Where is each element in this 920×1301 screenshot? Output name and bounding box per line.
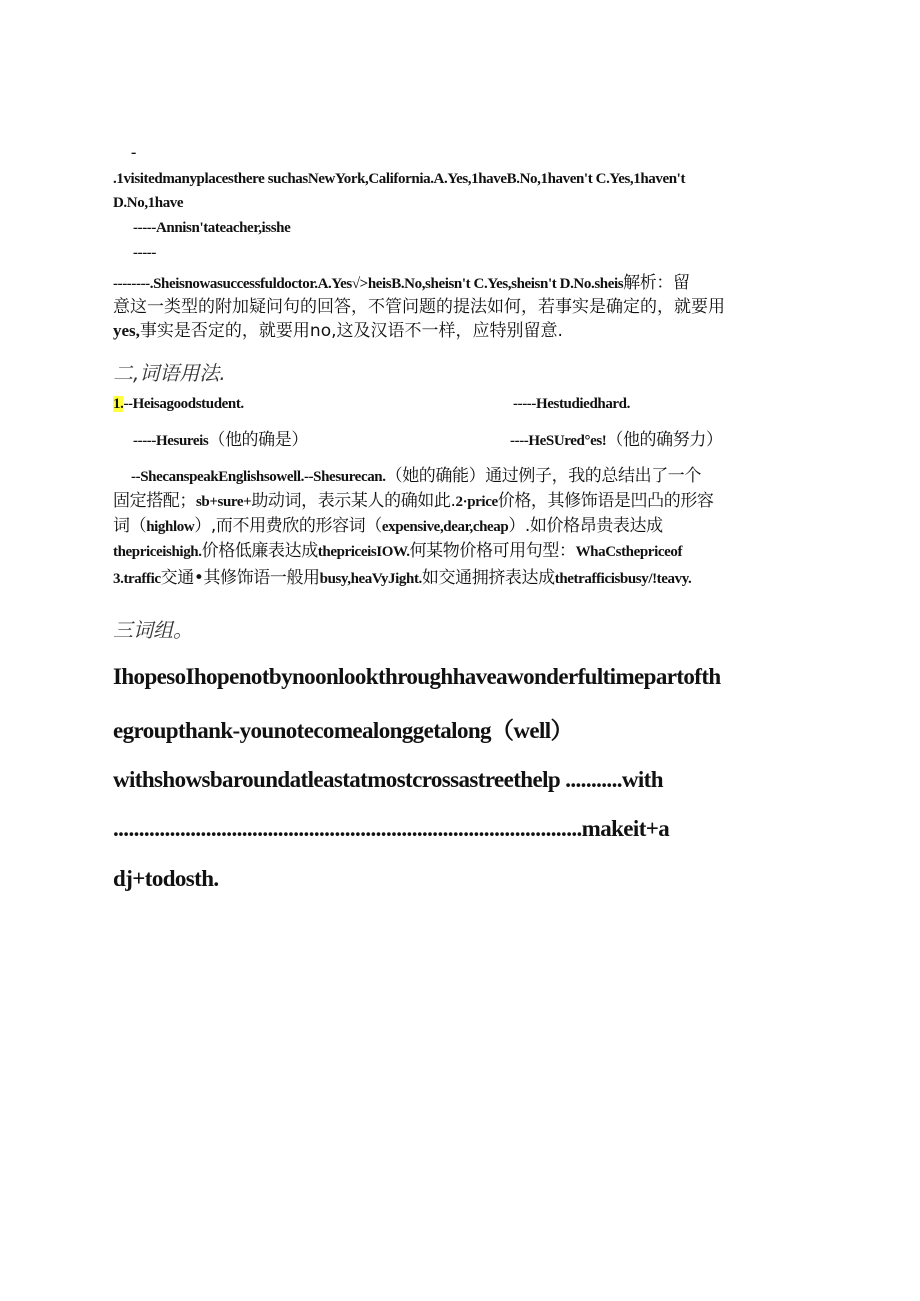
usage-paragraph-line-2 bbox=[113, 486, 714, 511]
usage-text-segment: thetrafficisbusy/!teavy. bbox=[554, 571, 692, 587]
usage-text-segment: thepriceishigh. bbox=[113, 544, 202, 560]
usage-text-segment: 交通•其修饰语一般用 bbox=[160, 568, 320, 588]
usage-text-segment: ）.如价格昂贵表达成 bbox=[508, 516, 663, 536]
usage-example-2b bbox=[510, 425, 723, 450]
usage-example-1b: -----Hestudiedhard. bbox=[513, 396, 630, 412]
usage-text-segment: 如交通拥挤表达成 bbox=[421, 568, 555, 588]
phrase-line-1: IhopesoIhopenotbynoonlookthroughhaveawonderfultimepartofth bbox=[113, 664, 721, 689]
usage-text-segment: 价格，其修饰语是凹凸的形容 bbox=[497, 491, 714, 511]
usage-text-segment: expensive,dear,cheap bbox=[381, 519, 509, 535]
usage-text-segment: 3.traffic bbox=[113, 571, 161, 587]
phrase-line-3: withshowsbaroundatleastatmostcrossastreethelp ...........with bbox=[113, 767, 663, 792]
usage-example-2b-text: ----HeSUred°es! bbox=[510, 433, 607, 449]
usage-text-segment: WhaCsthepriceof bbox=[575, 544, 683, 560]
usage-text-segment: sb+sure+ bbox=[196, 494, 252, 510]
top-dash: - bbox=[131, 144, 137, 161]
analysis-line-2: 意这一类型的附加疑问句的回答，不管问题的提法如何，若事实是确定的，就要用 bbox=[113, 297, 725, 317]
analysis-line-3-text: 事实是否定的，就要用no,这及汉语不一样，应特别留意. bbox=[139, 321, 563, 341]
usage-text-segment: 价格低廉表达成 bbox=[201, 541, 318, 561]
usage-text-segment: ）,而不用费欣的形容词（ bbox=[194, 516, 382, 536]
section-2-heading: 二,词语用法. bbox=[113, 361, 226, 385]
phrase-line-5: dj+todosth. bbox=[113, 866, 219, 891]
usage-text-segment: 2·price bbox=[455, 494, 498, 510]
usage-example-2a-gloss: （他的确是） bbox=[208, 430, 308, 450]
section-3-heading: 三词组。 bbox=[113, 618, 193, 642]
usage-text-segment: thepriceisIOW. bbox=[317, 544, 410, 560]
phrase-line-4: ...........................................................................................makeit+a bbox=[113, 816, 670, 841]
usage-paragraph-en: --ShecanspeakEnglishsowell.--Shesurecan. bbox=[131, 469, 386, 485]
usage-text-segment: highlow bbox=[146, 519, 195, 535]
usage-text-segment: 词（ bbox=[113, 516, 147, 536]
usage-text-segment: 何某物价格可用句型： bbox=[409, 541, 576, 561]
question-1-line-2: D.No,1have bbox=[113, 195, 184, 211]
highlighted-number: 1. bbox=[113, 396, 124, 412]
question-3-line-1 bbox=[113, 268, 690, 293]
question-1-line-1: .1visitedmanyplacesthere suchasNewYork,California.A.Yes,1haveB.No,1haven't C.Yes,1haven't bbox=[113, 171, 686, 187]
usage-example-1a bbox=[113, 396, 244, 413]
usage-example-1a-text: --Heisagoodstudent. bbox=[123, 396, 244, 412]
question-2-answer: ----- bbox=[133, 245, 156, 261]
usage-paragraph-line-4 bbox=[113, 536, 682, 561]
usage-text-segment: 固定搭配； bbox=[113, 491, 196, 511]
usage-paragraph-zh: （她的确能）通过例子，我的总结出了一个 bbox=[385, 466, 701, 486]
usage-example-2b-gloss: （他的确努力） bbox=[606, 430, 723, 450]
usage-text-segment: 助动词，表示某人的确如此. bbox=[251, 491, 456, 511]
usage-text-segment: busy,heaVyJight. bbox=[319, 571, 422, 587]
phrase-line-2: egroupthank-younotecomealonggetalong（well） bbox=[113, 718, 573, 743]
usage-paragraph-line-1 bbox=[131, 461, 701, 486]
usage-example-2a-text: -----Hesureis bbox=[133, 433, 209, 449]
question-2: -----Annisn'tateacher,isshe bbox=[133, 220, 291, 236]
analysis-line-3 bbox=[113, 316, 563, 341]
usage-example-2a bbox=[133, 425, 308, 450]
usage-paragraph-line-5 bbox=[113, 563, 691, 588]
analysis-yes-word: yes, bbox=[113, 321, 140, 340]
question-3-text: --------.Sheisnowasuccessfuldoctor.A.Yes√>heisB.No,sheisn't C.Yes,sheisn't D.No.sheis bbox=[113, 276, 624, 292]
usage-paragraph-line-3 bbox=[113, 511, 663, 536]
analysis-label: 解析：留 bbox=[623, 273, 690, 293]
